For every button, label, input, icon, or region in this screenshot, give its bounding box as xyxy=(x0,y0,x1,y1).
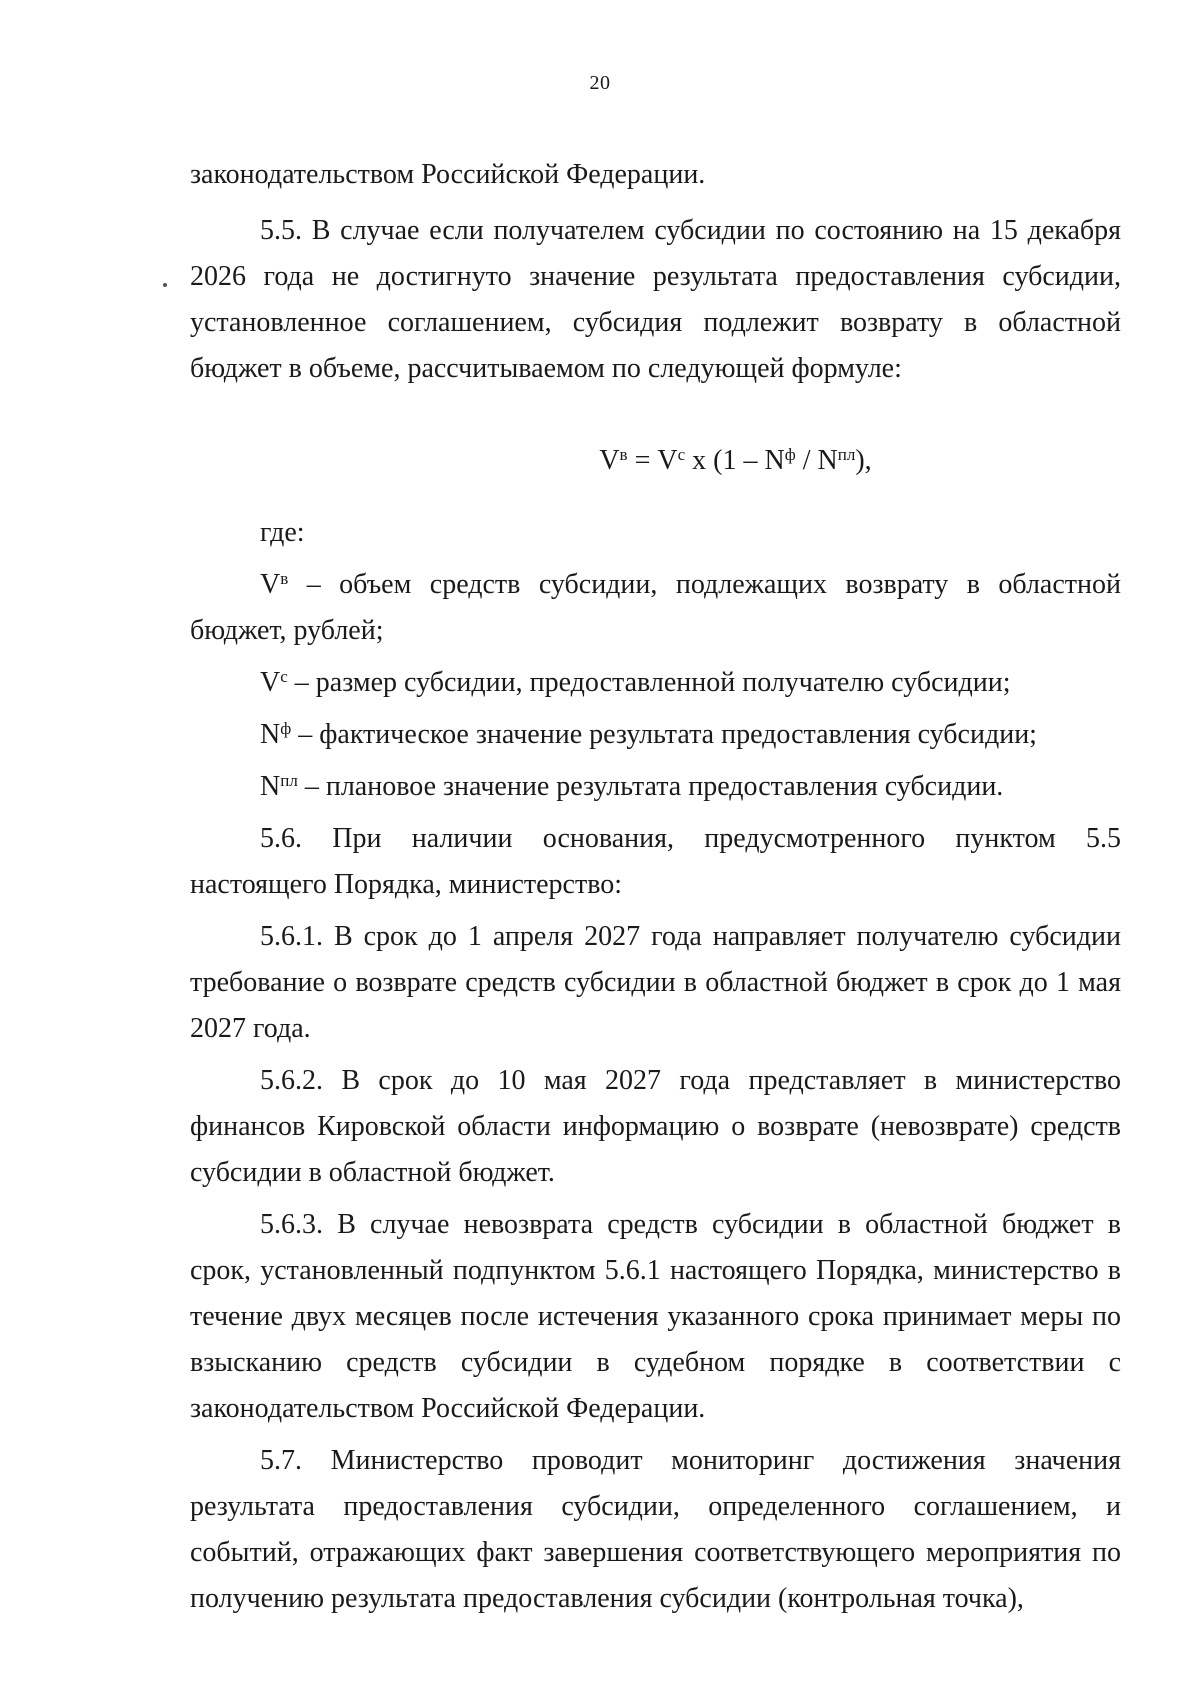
formula-divide: / xyxy=(795,445,818,476)
paragraph-continuation: законодательством Российской Федерации. xyxy=(190,159,706,190)
formula-sup-v: в xyxy=(619,445,628,464)
formula-end: ), xyxy=(855,445,872,476)
page-number: 20 xyxy=(589,72,611,94)
paragraph-5-6-2: 5.6.2. В срок до 10 мая 2027 года представляет в министерство финансов Кировской области информацию о возврате (невозврате) средств субсидии в областной бюджет. xyxy=(190,1065,1121,1188)
definition-text: – плановое значение результата предоставления субсидии. xyxy=(297,771,1004,802)
definition-symbol: N xyxy=(260,771,281,802)
return-volume-formula xyxy=(190,438,1121,484)
definition-sup: с xyxy=(280,667,288,686)
document-body xyxy=(190,152,1121,1622)
definition-text: – размер субсидии, предоставленной получателю субсидии; xyxy=(287,667,1011,698)
where-label: где: xyxy=(260,517,305,548)
formula-sup-vc: с xyxy=(677,445,686,464)
formula-symbol-n: N xyxy=(764,445,785,476)
definition-symbol: N xyxy=(260,719,281,750)
scan-dot-mark xyxy=(163,283,167,287)
definition-text: – фактическое значение результата предоставления субсидии; xyxy=(291,719,1037,750)
paragraph-5-6: 5.6. При наличии основания, предусмотренного пунктом 5.5 настоящего Порядка, министерство: xyxy=(190,823,1121,900)
paragraph-5-6-3: 5.6.3. В случае невозврата средств субсидии в областной бюджет в срок, установленный подпунктом 5.6.1 настоящего Порядка, министерство в течение двух месяцев после истечения указанного срока принимает меры по взысканию средств субсидии в судебном порядке в соответствии с законодательством Российской Федерации. xyxy=(190,1209,1121,1424)
definition-sup: в xyxy=(280,569,289,588)
paragraph-5-6-1: 5.6.1. В срок до 1 апреля 2027 года направляет получателю субсидии требование о возврате средств субсидии в областной бюджет в срок до 1 мая 2027 года. xyxy=(190,921,1121,1044)
paragraph-5-7: 5.7. Министерство проводит мониторинг достижения значения результата предоставления субсидии, определенного соглашением, и событий, отражающих факт завершения соответствующего мероприятия по получению результата предоставления субсидии (контрольная точка), xyxy=(190,1445,1121,1614)
formula-sup-n: ф xyxy=(784,445,796,464)
formula-symbol-v: V xyxy=(599,445,620,476)
formula-multiply: x (1 – xyxy=(685,445,765,476)
definition-vv xyxy=(190,562,1121,654)
definition-nf xyxy=(190,712,1121,758)
formula-sup-npl: пл xyxy=(837,445,856,464)
definition-npl xyxy=(190,764,1121,810)
definition-sup: ф xyxy=(280,719,292,738)
formula-symbol-vc: V xyxy=(657,445,678,476)
definition-symbol: V xyxy=(260,667,281,698)
definition-sup: пл xyxy=(280,771,298,790)
definition-vc xyxy=(190,660,1121,706)
definition-symbol: V xyxy=(260,569,281,600)
formula-equals: = xyxy=(627,445,658,476)
paragraph-5-5: 5.5. В случае если получателем субсидии по состоянию на 15 декабря 2026 года не достигнуто значение результата предоставления субсидии, установленное соглашением, субсидия подлежит возврату в областной бюджет в объеме, рассчитываемом по следующей формуле: xyxy=(190,215,1121,384)
definition-text: – объем средств субсидии, подлежащих возврату в областной бюджет, рублей; xyxy=(190,569,1121,646)
formula-symbol-npl: N xyxy=(817,445,838,476)
